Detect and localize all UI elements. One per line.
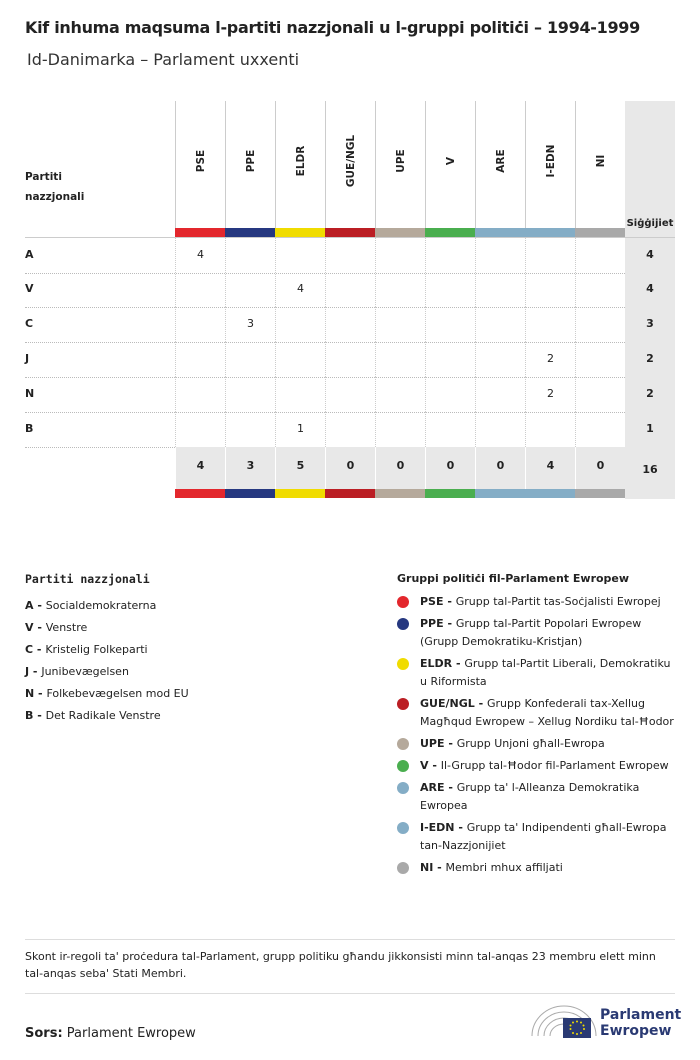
row-party-code: B [25, 422, 34, 435]
column-header-label: ELDR [294, 145, 307, 177]
group-legend-code: UPE [420, 737, 445, 750]
separator: - [474, 697, 487, 710]
separator: - [452, 657, 465, 670]
column-total: 5 [275, 447, 325, 489]
table-cell [525, 307, 575, 342]
table-cell [475, 412, 525, 447]
column-header-label: V [444, 156, 457, 166]
table-cell [225, 238, 275, 273]
national-legend-item [25, 661, 355, 683]
column-total: 0 [475, 447, 525, 489]
table-cell: 2 [525, 342, 575, 377]
table-row [25, 377, 675, 413]
table-cell [475, 377, 525, 412]
separator: - [444, 737, 457, 750]
column-total: 3 [225, 447, 275, 489]
group-legend-item [397, 757, 680, 775]
separator: - [443, 595, 456, 608]
table-cell [375, 272, 425, 307]
group-legend-code: ELDR [420, 657, 453, 670]
table-cell [225, 412, 275, 447]
table-cell [175, 307, 225, 342]
row-total: 4 [625, 272, 675, 307]
table-cell [475, 272, 525, 307]
table-cell [425, 342, 475, 377]
column-header [475, 101, 525, 237]
group-legend-name: Membri mhux affiljati [445, 861, 563, 874]
column-total: 0 [425, 447, 475, 489]
table-cell [325, 307, 375, 342]
seats-total-header-label: Siġġijiet [626, 218, 674, 229]
group-legend-item [397, 819, 680, 855]
group-color-bar [475, 489, 525, 498]
row-total: 2 [625, 377, 675, 412]
table-row [25, 307, 675, 343]
separator: - [33, 621, 46, 634]
seats-total-header [625, 101, 675, 237]
table-cell [475, 307, 525, 342]
national-legend-item [25, 705, 355, 727]
column-header [225, 101, 275, 237]
group-color-bar [175, 228, 225, 237]
group-legend-code: I-EDN [420, 821, 455, 834]
group-color-bar [375, 489, 425, 498]
table-cell [575, 342, 625, 377]
group-color-dot [397, 618, 409, 630]
table-cell [325, 238, 375, 273]
column-header [375, 101, 425, 237]
table-cell [275, 342, 325, 377]
group-color-bar [325, 228, 375, 237]
group-color-bar [375, 228, 425, 237]
national-legend-name: Venstre [45, 621, 88, 634]
column-header [275, 101, 325, 237]
column-header-label: PSE [194, 149, 207, 173]
group-color-bar [575, 228, 625, 237]
group-legend-name: Grupp Konfederali tax-Xellug Magħqud Ewropew – Xellug Nordiku tal-Ħodor [420, 697, 674, 728]
totals-row [175, 447, 675, 489]
table-cell [175, 412, 225, 447]
national-legend-item [25, 595, 355, 617]
column-header-label: NI [594, 154, 607, 168]
group-legend-item [397, 735, 680, 753]
column-header-label: PPE [244, 149, 257, 173]
group-color-bar [475, 228, 525, 237]
table-row [25, 272, 675, 308]
separator: - [29, 665, 42, 678]
group-color-dot [397, 738, 409, 750]
table-row [25, 412, 675, 448]
group-color-bar [425, 228, 475, 237]
column-total: 0 [575, 447, 625, 489]
political-groups-legend [397, 572, 680, 881]
row-total: 2 [625, 342, 675, 377]
table-cell [425, 272, 475, 307]
row-total: 3 [625, 307, 675, 342]
group-legend-name: Grupp tal-Partit Liberali, Demokratiku u Riformista [420, 657, 671, 688]
table-cell: 1 [275, 412, 325, 447]
source-line [25, 1026, 196, 1041]
table-cell [325, 377, 375, 412]
table-cell: 4 [175, 238, 225, 273]
group-legend-name: Il-Grupp tal-Ħodor fil-Parlament Ewropew [440, 759, 669, 772]
group-color-bar [575, 489, 625, 498]
national-legend-code: B [25, 709, 34, 722]
group-color-bar [175, 489, 225, 498]
table-cell: 4 [275, 272, 325, 307]
column-header-label: ARE [494, 149, 507, 173]
group-legend-name: Grupp tal-Partit Popolari Ewropew (Grupp Demokratiku-Kristjan) [420, 617, 642, 648]
table-cell [525, 238, 575, 273]
table-cell [375, 238, 425, 273]
national-legend-item [25, 617, 355, 639]
table-cell [275, 238, 325, 273]
group-color-bar [275, 489, 325, 498]
table-cell [425, 307, 475, 342]
separator: - [33, 643, 46, 656]
group-legend-item [397, 695, 680, 731]
table-cell [375, 412, 425, 447]
column-total: 0 [375, 447, 425, 489]
page-title: Kif inhuma maqsuma l-partiti nazzjonali u l-gruppi politiċi – 1994-1999 [25, 18, 640, 37]
table-cell [375, 307, 425, 342]
column-total: 4 [525, 447, 575, 489]
separator: - [33, 709, 46, 722]
table-cell: 2 [525, 377, 575, 412]
column-header-label: I-EDN [544, 144, 557, 178]
national-legend-name: Kristelig Folkeparti [45, 643, 148, 656]
table-cell [425, 377, 475, 412]
table-cell [375, 342, 425, 377]
column-header [175, 101, 225, 237]
separator: - [454, 821, 467, 834]
table-cell [575, 272, 625, 307]
group-color-dot [397, 862, 409, 874]
parliament-logo [530, 1002, 680, 1042]
group-legend-name: Grupp ta' l-Alleanza Demokratika Ewropea [420, 781, 640, 812]
logo-text-line1: Parlament [600, 1007, 682, 1023]
table-cell [225, 377, 275, 412]
row-total: 4 [625, 238, 675, 273]
table-cell [175, 377, 225, 412]
table-cell [475, 342, 525, 377]
row-party-code: A [25, 248, 34, 261]
table-cell [275, 307, 325, 342]
column-header-label: GUE/NGL [344, 134, 357, 188]
table-cell [225, 342, 275, 377]
group-color-dot [397, 782, 409, 794]
table-cell [175, 342, 225, 377]
source-value: Parlament Ewropew [66, 1026, 196, 1041]
column-header [425, 101, 475, 237]
separator: - [444, 781, 457, 794]
national-legend-name: Junibevægelsen [41, 665, 129, 678]
national-legend-code: A [25, 599, 34, 612]
group-legend-item [397, 615, 680, 651]
table-cell [525, 412, 575, 447]
group-color-bar [525, 489, 575, 498]
group-color-bar [425, 489, 475, 498]
row-total: 1 [625, 412, 675, 447]
separator: - [428, 759, 441, 772]
column-header-label: UPE [394, 149, 407, 173]
table-cell: 3 [225, 307, 275, 342]
column-total: 0 [325, 447, 375, 489]
group-legend-name: Grupp tal-Partit tas-Soċjalisti Ewropej [455, 595, 661, 608]
group-legend-code: GUE/NGL [420, 697, 475, 710]
table-cell [325, 342, 375, 377]
table-cell [325, 272, 375, 307]
national-legend-name: Socialdemokraterna [45, 599, 157, 612]
table-cell [275, 377, 325, 412]
column-header [325, 101, 375, 237]
group-legend-code: PPE [420, 617, 444, 630]
group-legend-item [397, 859, 680, 877]
group-color-dot [397, 658, 409, 670]
group-legend-item [397, 779, 680, 815]
group-legend-code: V [420, 759, 429, 772]
group-legend-name: Grupp Unjoni għall-Ewropa [456, 737, 605, 750]
table-cell [425, 238, 475, 273]
national-legend-name: Folkebevægelsen mod EU [46, 687, 189, 700]
separator: - [34, 687, 47, 700]
logo-text-line2: Ewropew [600, 1023, 672, 1039]
group-legend-item [397, 655, 680, 691]
table-cell [425, 412, 475, 447]
row-party-code: V [25, 282, 34, 295]
table-row [25, 342, 675, 378]
group-legend-code: NI [420, 861, 434, 874]
national-legend-item [25, 639, 355, 661]
hemicycle-icon [530, 1002, 598, 1040]
groups-legend-title: Gruppi politiċi fil-Parlament Ewropew [397, 572, 630, 585]
source-label: Sors: [25, 1026, 63, 1041]
table-cell [325, 412, 375, 447]
group-legend-code: ARE [420, 781, 445, 794]
separator: - [443, 617, 456, 630]
table-cell [225, 272, 275, 307]
group-color-bar [325, 489, 375, 498]
group-legend-name: Grupp ta' Indipendenti għall-Ewropa tan-Nazzjonijiet [420, 821, 667, 852]
national-legend-code: J [25, 665, 30, 678]
table-row [25, 237, 675, 274]
table-cell [575, 238, 625, 273]
table-cell [575, 377, 625, 412]
grand-total: 16 [625, 447, 675, 499]
row-party-code: J [25, 352, 30, 365]
national-legend-title: Partiti nazzjonali [25, 572, 150, 586]
group-color-dot [397, 698, 409, 710]
group-color-dot [397, 760, 409, 772]
national-legend-code: N [25, 687, 35, 700]
logo-text [600, 1007, 681, 1039]
separator: - [33, 599, 46, 612]
column-total: 4 [175, 447, 225, 489]
page-subtitle: Id-Danimarka – Parlament uxxenti [27, 50, 300, 69]
row-header-label: Partiti nazzjonali [25, 171, 85, 203]
group-legend-item [397, 593, 680, 611]
footnote: Skont ir-regoli ta' proċedura tal-Parlament, grupp politiku għandu jikkonsisti minn tal-anqas 23 membru elett minn tal-anqas seba' Stati Membri. [25, 939, 675, 994]
national-legend-item [25, 683, 355, 705]
table-cell [575, 307, 625, 342]
separator: - [433, 861, 446, 874]
table-cell [575, 412, 625, 447]
group-color-dot [397, 822, 409, 834]
group-color-bar [225, 228, 275, 237]
column-header [525, 101, 575, 237]
group-color-bar [275, 228, 325, 237]
national-parties-legend [25, 572, 355, 727]
group-color-dot [397, 596, 409, 608]
national-legend-code: C [25, 643, 34, 656]
group-legend-code: PSE [420, 595, 444, 608]
table-cell [175, 272, 225, 307]
column-header [575, 101, 625, 237]
table-cell [475, 238, 525, 273]
group-color-bar [525, 228, 575, 237]
row-party-code: C [25, 317, 34, 330]
table-cell [525, 272, 575, 307]
table-cell [375, 377, 425, 412]
row-party-code: N [25, 387, 35, 400]
group-color-bar [225, 489, 275, 498]
national-legend-name: Det Radikale Venstre [45, 709, 161, 722]
national-legend-code: V [25, 621, 34, 634]
